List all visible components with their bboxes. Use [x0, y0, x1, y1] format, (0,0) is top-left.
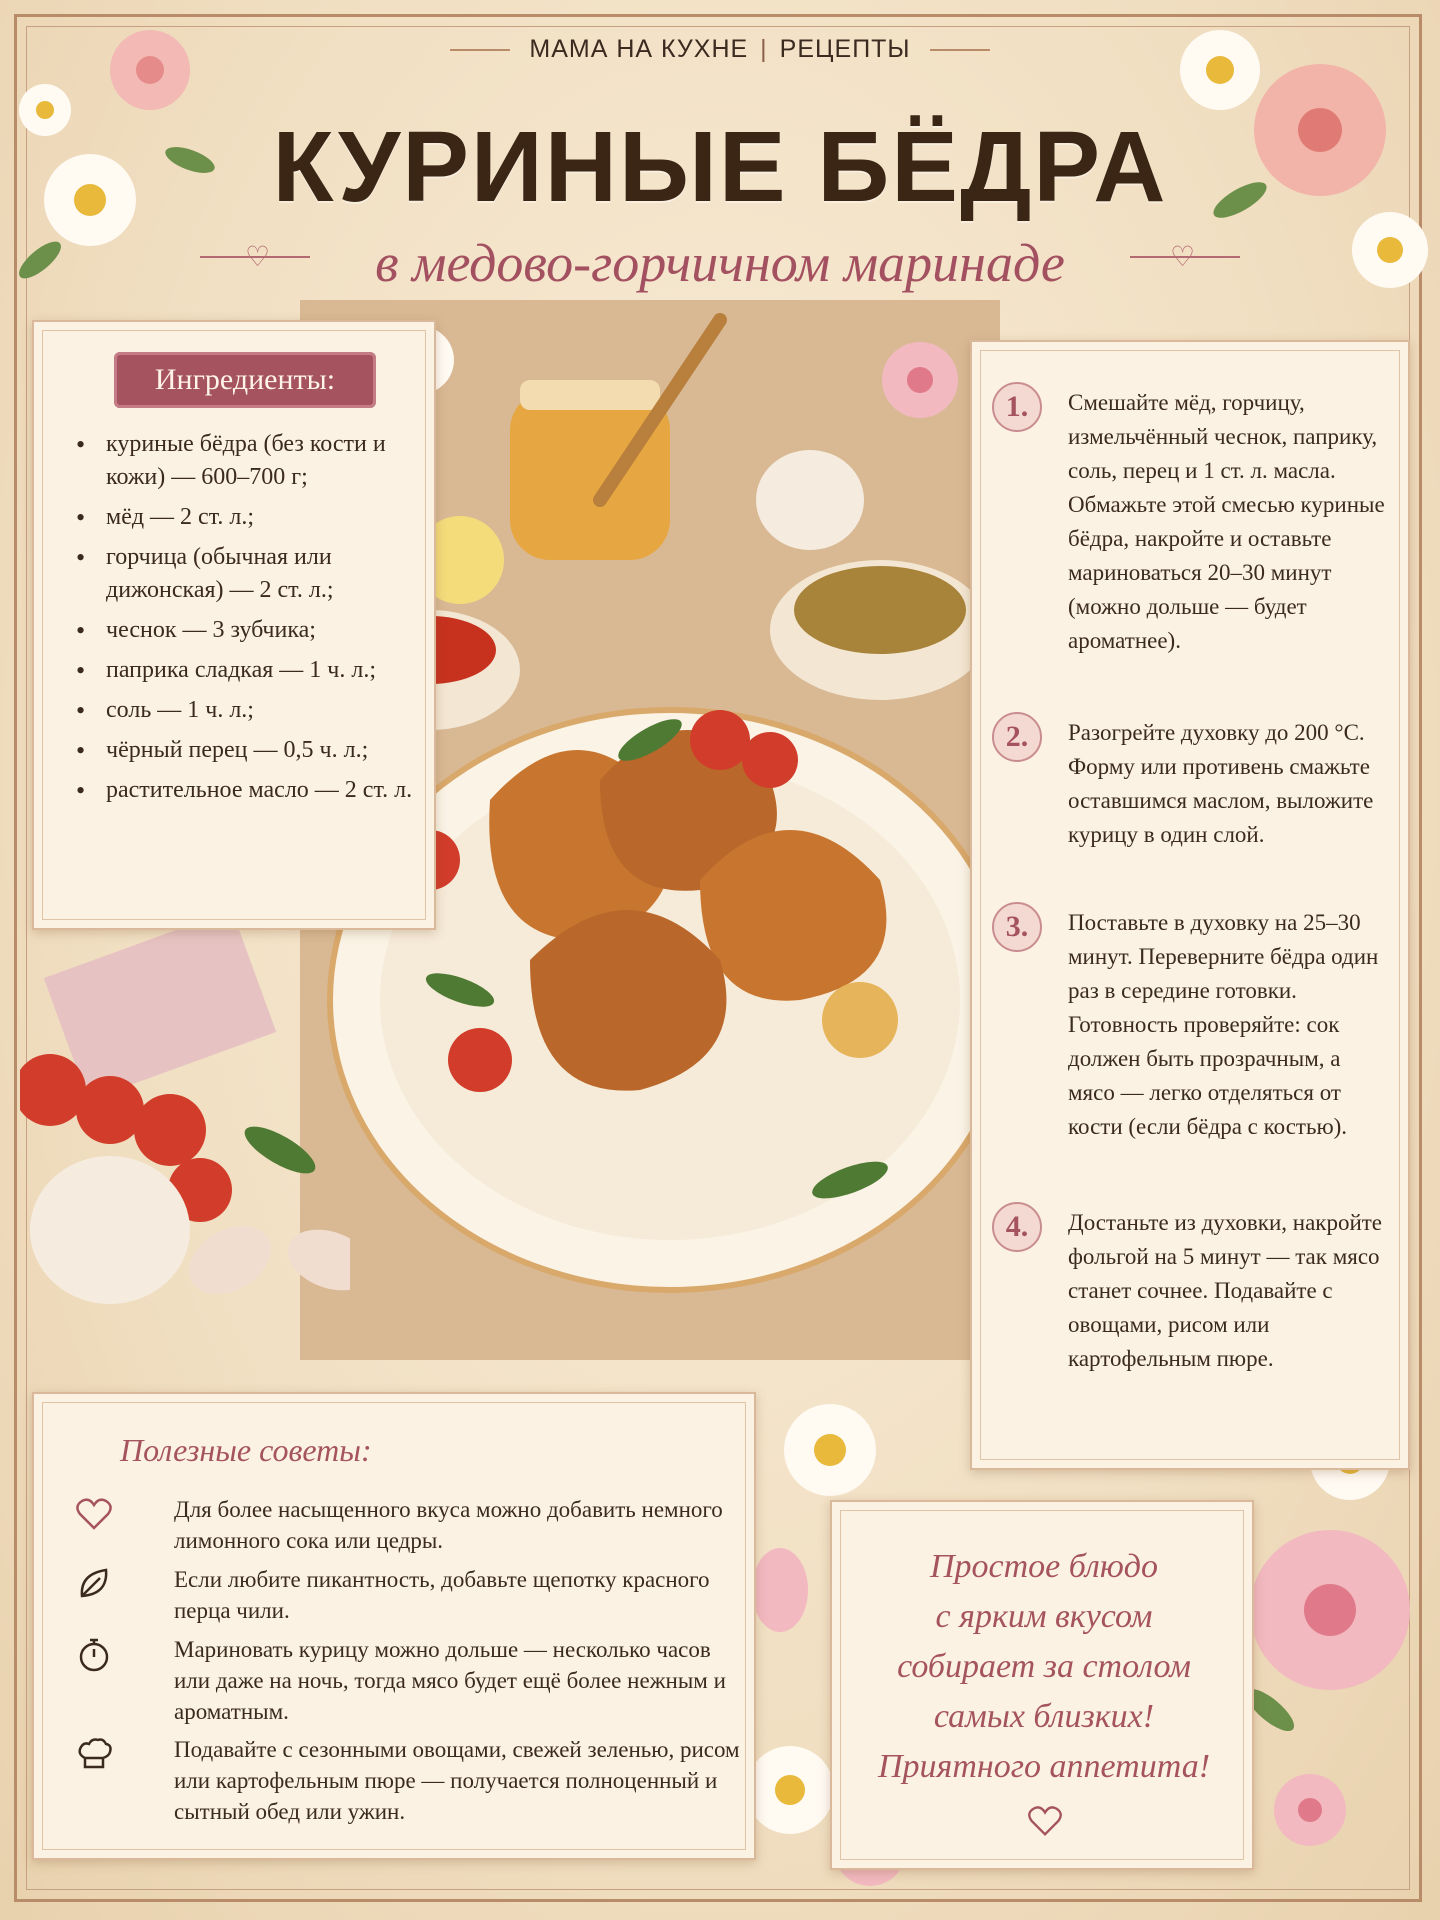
brand-rule-left	[450, 49, 510, 51]
leaf-icon	[74, 1564, 114, 1604]
closing-note-card	[830, 1500, 1254, 1870]
note-line: самых близких!	[933, 1698, 1155, 1735]
step-number: 4.	[992, 1202, 1042, 1252]
step-number: 2.	[992, 712, 1042, 762]
ingredient-item: • мёд — 2 ст. л.;	[64, 501, 424, 534]
heart-icon	[74, 1494, 114, 1534]
step-number: 3.	[992, 902, 1042, 952]
brand-separator: |	[760, 34, 768, 63]
tips-heading: Полезные советы:	[120, 1432, 372, 1468]
page-title: КУРИНЫЕ БЁДРА	[272, 111, 1168, 223]
note-line: собирает за столом	[897, 1648, 1191, 1685]
tips-card	[32, 1392, 756, 1860]
brand-rule-right	[930, 49, 990, 51]
ingredients-list	[64, 428, 424, 814]
ingredient-item: • куриные бёдра (без кости и кожи) — 600–700 г;	[64, 428, 424, 494]
brand-name: МАМА НА КУХНЕ	[529, 34, 749, 63]
ingredient-item: • чеснок — 3 зубчика;	[64, 614, 424, 647]
note-line: Простое блюдо	[929, 1548, 1159, 1585]
closing-note-text	[852, 1542, 1236, 1792]
tomatoes-garlic-decoration-left	[20, 930, 350, 1350]
ingredient-item: • паприка сладкая — 1 ч. л.;	[64, 654, 424, 687]
page-subtitle: в медово-горчичном маринаде	[375, 233, 1065, 293]
note-line: Приятного аппетита!	[877, 1748, 1211, 1785]
tip-text: Подавайте с сезонными овощами, свежей зеленью, рисом или картофельным пюре — получается полноценный и сытный обед или ужин.	[174, 1737, 740, 1824]
ingredients-heading: Ингредиенты:	[114, 352, 376, 408]
chef-hat-icon	[74, 1734, 114, 1774]
note-line: с ярким вкусом	[935, 1598, 1153, 1635]
brand-header	[520, 24, 920, 74]
step-number: 1.	[992, 382, 1042, 432]
tip-text: Для более насыщенного вкуса можно добавить немного лимонного сока или цедры.	[174, 1497, 723, 1553]
heart-icon	[1024, 1802, 1066, 1840]
step-text: Поставьте в духовку на 25–30 минут. Переверните бёдра один раз в середине готовки. Готовность проверяйте: сок должен быть прозрачным, а мясо — легко отделяться от кости (если бёдра с костью).	[1068, 910, 1379, 1139]
ingredient-item: • соль — 1 ч. л.;	[64, 694, 424, 727]
heart-icon-right: ♡	[1170, 242, 1196, 273]
step-text: Смешайте мёд, горчицу, измельчённый чеснок, паприку, соль, перец и 1 ст. л. масла. Обмажьте этой смесью куриные бёдра, накройте и оставьте мариноваться 20–30 минут (можно дольше — будет ароматнее).	[1068, 390, 1385, 653]
heart-icon-left: ♡	[245, 242, 271, 273]
step-text: Разогрейте духовку до 200 °С. Форму или противень смажьте оставшимся маслом, выложите курицу в один слой.	[1068, 720, 1374, 847]
ingredients-card	[32, 320, 436, 930]
tip-text: Если любите пикантность, добавьте щепотку красного перца чили.	[174, 1567, 710, 1623]
ingredient-item: • чёрный перец — 0,5 ч. л.;	[64, 734, 424, 767]
ingredient-item: • растительное масло — 2 ст. л.	[64, 774, 424, 807]
brand-section: РЕЦЕПТЫ	[779, 34, 911, 63]
step-text: Достаньте из духовки, накройте фольгой на 5 минут — так мясо станет сочнее. Подавайте с овощами, рисом или картофельным пюре.	[1068, 1210, 1383, 1371]
stopwatch-icon	[74, 1634, 114, 1674]
ingredient-item: • горчица (обычная или дижонская) — 2 ст. л.;	[64, 541, 424, 607]
tip-text: Мариновать курицу можно дольше — несколько часов или даже на ночь, тогда мясо будет ещё более нежным и ароматным.	[174, 1637, 726, 1724]
steps-card	[970, 340, 1410, 1470]
